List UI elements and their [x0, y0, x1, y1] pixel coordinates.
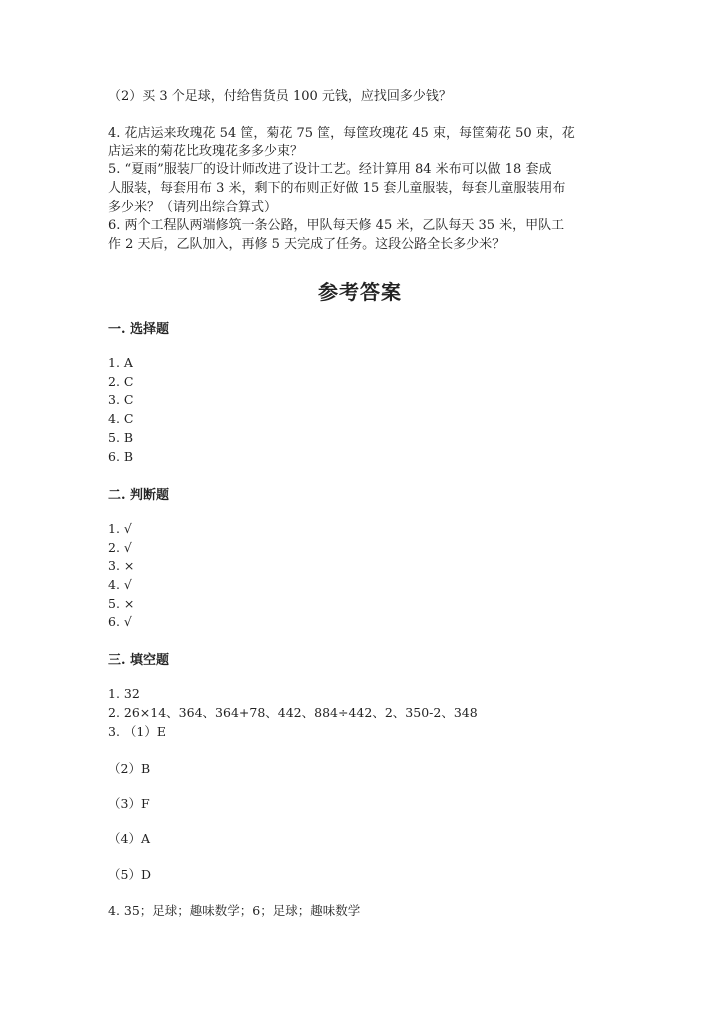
answer-fill-1: 1. 32 — [108, 686, 140, 701]
question-3-part-2: （2）买 3 个足球，付给售货员 100 元钱，应找回多少钱？ — [108, 89, 452, 104]
answer-choice-6: 6. B — [108, 449, 134, 464]
answer-judgment-5: 5. × — [108, 596, 135, 611]
answer-judgment-1: 1. √ — [108, 521, 132, 536]
answers-title: 参考答案 — [318, 280, 402, 304]
section-heading-judgment: 二. 判断题 — [108, 488, 170, 503]
answer-choice-5: 5. B — [108, 430, 134, 445]
question-4-line-2: 店运来的菊花比玫瑰花多多少束？ — [108, 144, 304, 159]
answer-fill-3-part-1: 3. （1）E — [108, 724, 166, 739]
answer-judgment-2: 2. √ — [108, 540, 132, 555]
answer-fill-4: 4. 35；足球；趣味数学；6；足球；趣味数学 — [108, 903, 361, 918]
question-6-line-1: 6. 两个工程队两端修筑一条公路，甲队每天修 45 米，乙队每天 35 米，甲队工 — [108, 218, 565, 233]
answer-choice-4: 4. C — [108, 411, 134, 426]
question-4-line-1: 4. 花店运来玫瑰花 54 筐，菊花 75 筐，每筐玫瑰花 45 束，每筐菊花 50 束，花 — [108, 126, 575, 141]
answer-choice-1: 1. A — [108, 355, 133, 370]
answer-fill-3-part-4: （4）A — [108, 831, 150, 846]
answer-fill-3-part-3: （3）F — [108, 796, 150, 811]
question-5-line-3: 多少米？（请列出综合算式） — [108, 200, 278, 215]
answer-fill-3-part-2: （2）B — [108, 761, 151, 776]
question-6-line-2: 作 2 天后，乙队加入，再修 5 天完成了任务。这段公路全长多少米？ — [108, 237, 506, 252]
answer-judgment-3: 3. × — [108, 558, 135, 573]
answer-choice-2: 2. C — [108, 374, 134, 389]
question-5-line-1: 5. “夏雨”服装厂的设计师改进了设计工艺。经计算用 84 米布可以做 18 套成 — [108, 162, 552, 177]
answer-judgment-4: 4. √ — [108, 577, 132, 592]
answer-fill-3-part-5: （5）D — [108, 867, 151, 882]
answer-choice-3: 3. C — [108, 392, 134, 407]
section-heading-choice: 一. 选择题 — [108, 322, 170, 337]
question-5-line-2: 人服装，每套用布 3 米，剩下的布则正好做 15 套儿童服装，每套儿童服装用布 — [108, 181, 566, 196]
answer-judgment-6: 6. √ — [108, 614, 132, 629]
answer-fill-2: 2. 26×14、364、364+78、442、884÷442、2、350-2、348 — [108, 705, 478, 720]
section-heading-fill-blank: 三. 填空题 — [108, 653, 170, 668]
